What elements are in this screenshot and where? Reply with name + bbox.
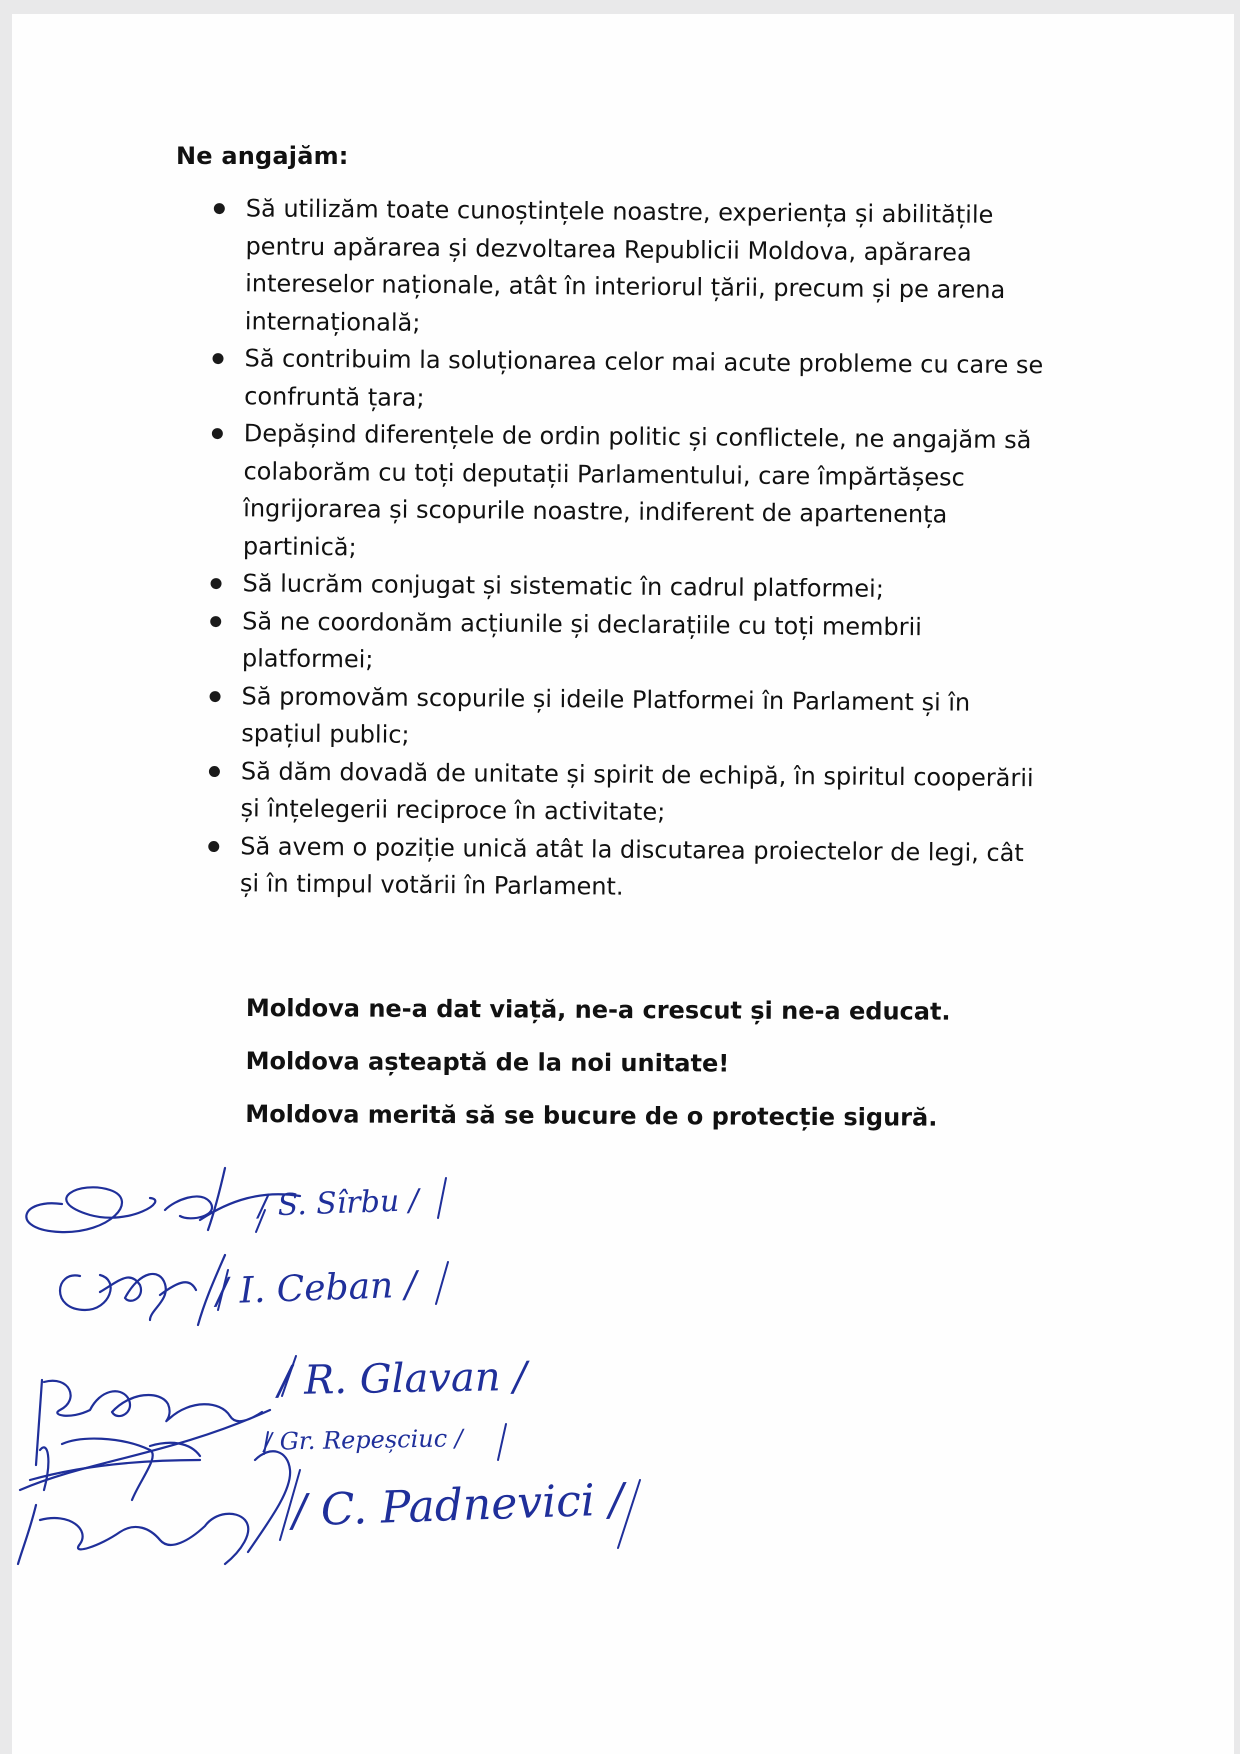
bullet-dot-icon	[212, 353, 223, 364]
commitment-text: Să utilizăm toate cunoștințele noastre, experiența și abilitățile pentru apărarea și dezvoltarea Republicii Moldova, apărarea intereselor naționale, atât în interiorul țării, precum și pe arena internațională;	[244, 194, 1006, 337]
commitment-item	[204, 827, 1045, 909]
bullet-dot-icon	[214, 203, 225, 214]
bullet-dot-icon	[210, 691, 221, 702]
slogan-line: Moldova așteaptă de la noi unitate!	[245, 1046, 730, 1078]
signature-name-4: / Gr. Repeșciuc /	[263, 1424, 464, 1456]
commitment-text: Să lucrăm conjugat și sistematic în cadrul platformei;	[242, 569, 885, 603]
slogan-line: Moldova merită să se bucure de o protecție sigură.	[245, 1099, 938, 1132]
signature-scribble-5	[18, 1451, 290, 1564]
commitment-text: Să ne coordonăm acțiunile și declarațiile cu toți membrii platformei;	[241, 606, 923, 674]
commitment-text: Să promovăm scopurile și ideile Platformei în Parlament și în spațiul public;	[241, 681, 971, 749]
commitment-text: Să contribuim la soluționarea celor mai acute probleme cu care se confruntă țara;	[244, 344, 1044, 412]
commitments-heading: Ne angajăm:	[176, 142, 349, 170]
closing-slogans	[245, 990, 1006, 1153]
signature-name-1: / S. Sîrbu /	[257, 1183, 420, 1224]
commitment-item	[209, 190, 1050, 347]
signature-scribble-4	[30, 1439, 200, 1500]
slogan-line: Moldova ne-a dat viață, ne-a crescut și ne-a educat.	[245, 993, 951, 1026]
signature-name-2: / I. Ceban /	[215, 1264, 418, 1313]
signature-scribble-2	[60, 1255, 225, 1325]
commitments-list	[204, 190, 1050, 910]
bullet-dot-icon	[210, 616, 221, 627]
signature-name-5: / C. Padnevici /	[291, 1474, 625, 1537]
commitment-item	[204, 752, 1045, 834]
commitment-item	[206, 602, 1047, 684]
commitment-text: Să dăm dovadă de unitate și spirit de echipă, în spiritul cooperării și înțelegerii reciproce în activitate;	[240, 756, 1034, 826]
commitment-text: Depășind diferențele de ordin politic și conflictele, ne angajăm să colaborăm cu toți deputații Parlamentului, care împărtășesc îngrijorarea și scopurile noastre, indiferent de apartenența partinică;	[242, 419, 1032, 561]
signature-block	[0, 1160, 1240, 1580]
bullet-dot-icon	[209, 766, 220, 777]
commitment-item	[205, 677, 1046, 759]
signature-name-3: / R. Glavan /	[277, 1353, 528, 1405]
commitment-item	[208, 340, 1049, 422]
bullet-dot-icon	[212, 428, 223, 439]
bullet-dot-icon	[208, 841, 219, 852]
bullet-dot-icon	[211, 578, 222, 589]
commitment-text: Să avem o poziție unică atât la discutarea proiectelor de legi, cât și în timpul votării în Parlament.	[239, 831, 1024, 901]
commitment-item	[207, 415, 1048, 572]
